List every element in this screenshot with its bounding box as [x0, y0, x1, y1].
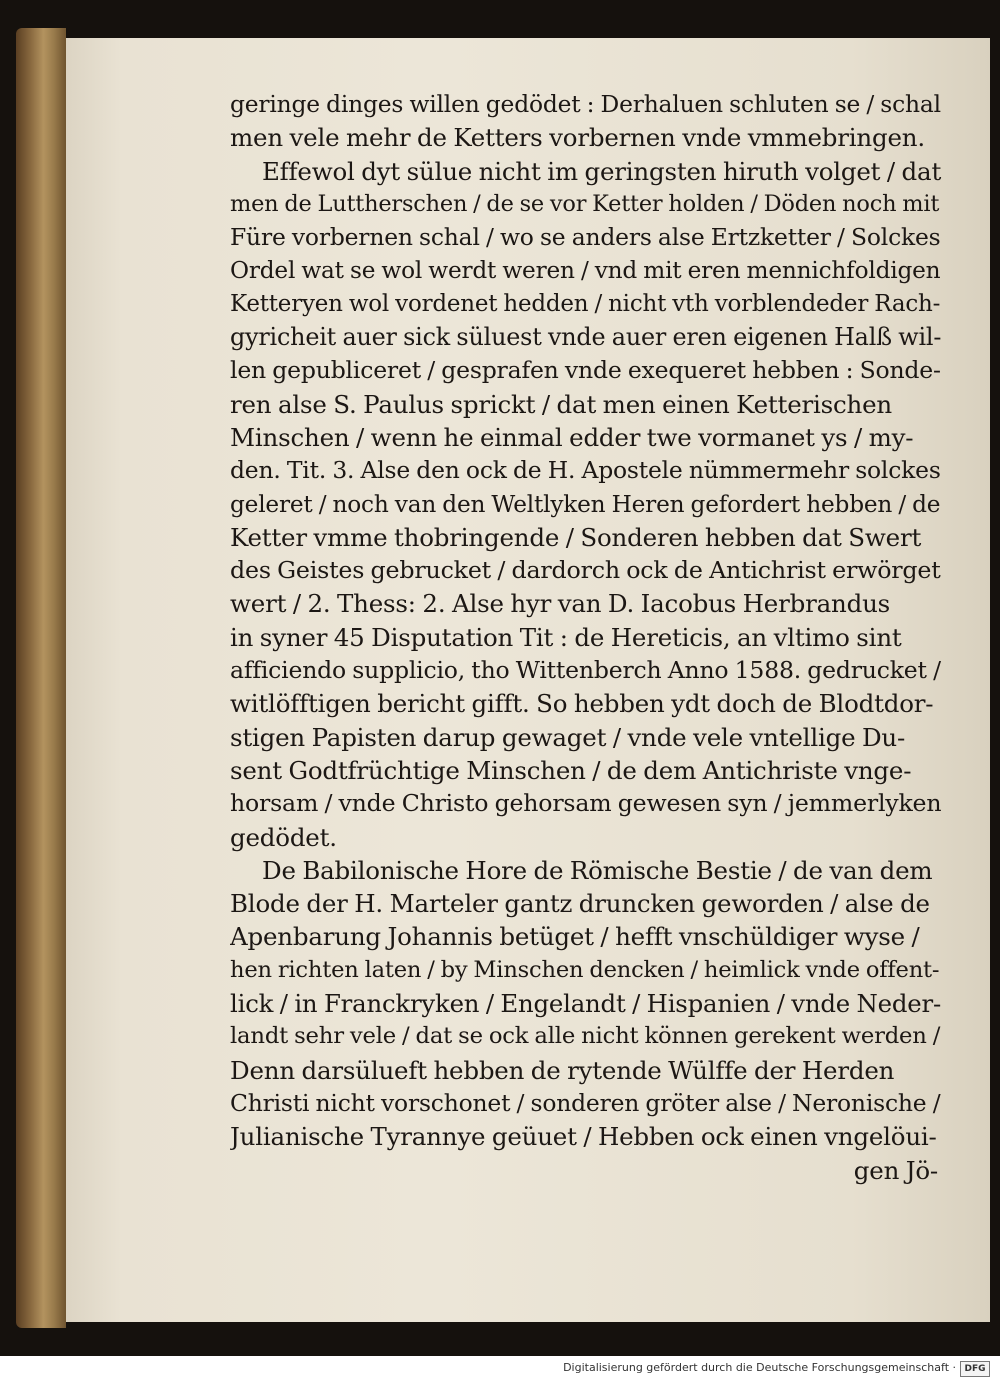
- digitization-credit: Digitalisierung gefördert durch die Deutsche Forschungsgemeinschaft ·: [563, 1361, 956, 1374]
- text-line: De Babilonische Hore de Römische Bestie / de van dem: [262, 855, 933, 885]
- text-line: men de Luttherschen / de se vor Ketter holden / Döden noch mit: [230, 190, 940, 217]
- text-line: geleret / noch van den Weltlyken Heren gefordert hebben / de: [230, 490, 941, 518]
- text-line: wert / 2. Thess: 2. Alse hyr van D. Iacobus Herbrandus: [230, 589, 891, 619]
- text-line: den. Tit. 3. Alse den ock de H. Apostele nümmermehr solckes: [230, 456, 941, 485]
- text-line: afficiendo supplicio, tho Wittenberch Anno 1588. gedrucket /: [230, 656, 941, 685]
- text-line: Apenbarung Johannis betüget / hefft vnschüldiger wyse /: [230, 922, 920, 952]
- text-line: Füre vorbernen schal / wo se anders alse Ertzketter / Solckes: [230, 223, 941, 252]
- text-line: Ketteryen wol vordenet hedden / nicht vth vorblendeder Rach-: [230, 290, 941, 317]
- text-line: lick / in Franckryken / Engelandt / Hispanien / vnde Neder-: [230, 989, 941, 1019]
- text-line: Christi nicht vorschonet / sonderen gröter alse / Neronische /: [230, 1088, 941, 1117]
- text-line: ren alse S. Paulus sprickt / dat men einen Ketterischen: [230, 389, 892, 419]
- text-line: in syner 45 Disputation Tit : de Hereticis, an vltimo sint: [230, 622, 902, 652]
- text-line: sent Godtfrüchtige Minschen / de dem Antichriste vnge-: [230, 755, 912, 785]
- text-line: Ketter vmme thobringende / Sonderen hebben dat Swert: [230, 522, 922, 552]
- text-line: Blode der H. Marteler gantz druncken geworden / alse de: [230, 889, 930, 919]
- text-line: Denn darsülueft hebben de rytende Wülffe der Herden: [230, 1055, 895, 1085]
- text-line: landt sehr vele / dat se ock alle nicht können gerekent werden /: [230, 1023, 941, 1050]
- text-line: Ordel wat se wol werdt weren / vnd mit eren mennichfoldigen: [230, 257, 941, 285]
- text-line: hen richten laten / by Minschen dencken / heimlick vnde offent-: [230, 956, 940, 983]
- text-line: stigen Papisten darup gewaget / vnde vele vntellige Du-: [230, 722, 906, 752]
- text-line: des Geistes gebrucket / dardorch ock de Antichrist erwörget: [230, 556, 941, 585]
- book-page-edges: [16, 28, 66, 1328]
- text-line: geringe dinges willen gedödet : Derhaluen schluten se / schal: [230, 90, 941, 118]
- text-line: gedödet.: [230, 822, 337, 852]
- text-line: witlöfftigen bericht gifft. So hebben ydt doch de Blodtdor-: [230, 689, 934, 719]
- text-line: horsam / vnde Christo gehorsam gewesen syn / jemmerlyken: [230, 789, 942, 818]
- text-line: men vele mehr de Ketters vorbernen vnde vmmebringen.: [230, 123, 925, 153]
- dfg-logo-icon: DFG: [960, 1361, 990, 1377]
- text-line: len gepubliceret / gesprafen vnde exequeret hebben : Sonde-: [230, 356, 941, 385]
- text-line: gyricheit auer sick süluest vnde auer eren eigenen Halß wil-: [230, 323, 942, 352]
- page-text-block: [230, 88, 942, 1187]
- text-line: Minschen / wenn he einmal edder twe vormanet ys / my-: [230, 422, 914, 452]
- catchword: gen Jö-: [853, 1155, 938, 1185]
- text-line: Effewol dyt sülue nicht im geringsten hiruth volget / dat: [262, 156, 942, 186]
- text-line: Julianische Tyrannye geüuet / Hebben ock einen vngelöui-: [230, 1122, 937, 1152]
